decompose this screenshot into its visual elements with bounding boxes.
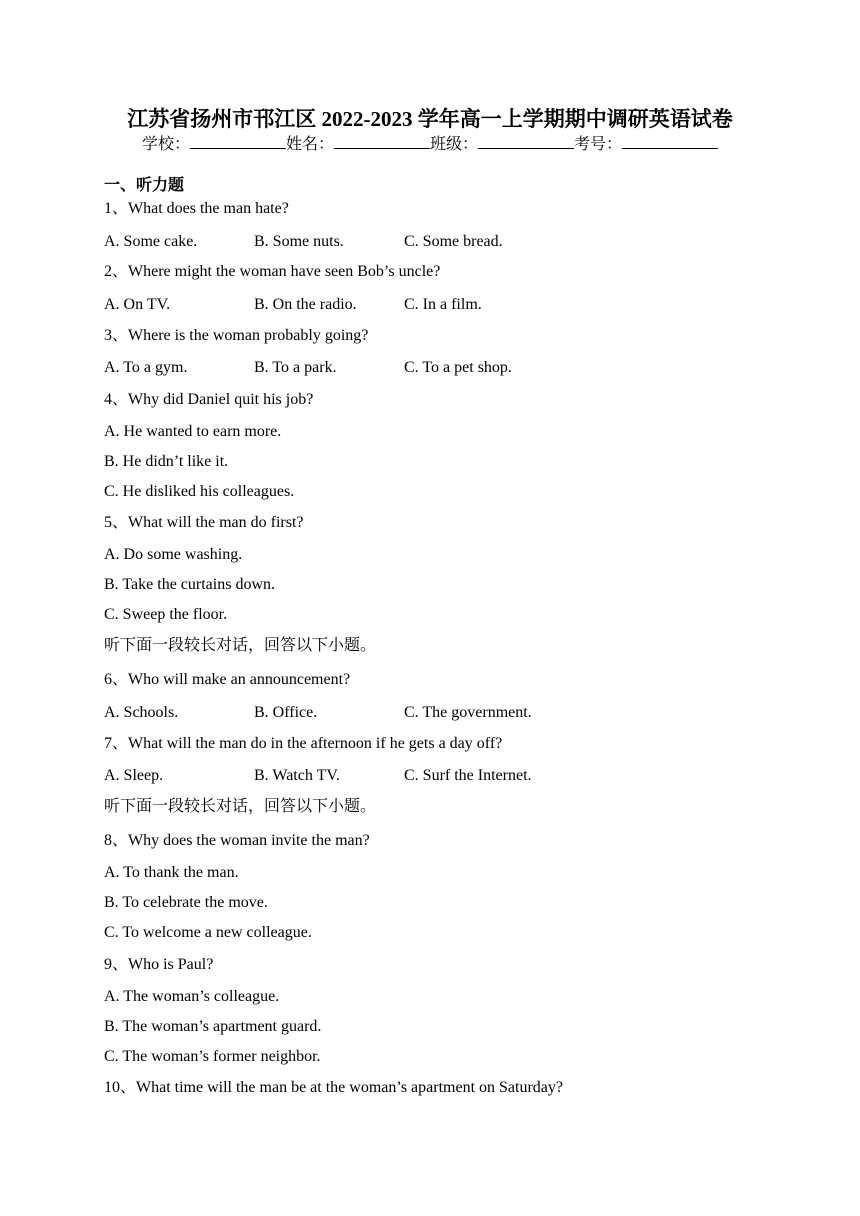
option-b: B. Take the curtains down.	[104, 576, 275, 593]
option-a: A. The woman’s colleague.	[104, 988, 280, 1005]
option-a: A. He wanted to earn more.	[104, 423, 282, 440]
exam-number-label: 考号：	[574, 136, 623, 153]
question-stem: 9、Who is Paul?	[104, 956, 214, 973]
option-c: C. Sweep the floor.	[104, 606, 228, 623]
option-b: B. The woman’s apartment guard.	[104, 1018, 322, 1035]
option-a: A. On TV.	[104, 296, 171, 313]
question-stem: 1、What does the man hate?	[104, 200, 289, 217]
option-c: C. The government.	[404, 704, 532, 721]
option-b: B. To celebrate the move.	[104, 894, 268, 911]
option-a: A. Sleep.	[104, 767, 164, 784]
option-a: A. Schools.	[104, 704, 179, 721]
instruction-text: 听下面一段较长对话，回答以下小题。	[104, 798, 377, 815]
option-a: A. To thank the man.	[104, 864, 239, 881]
exam-title: 江苏省扬州市邗江区 2022-2023 学年高一上学期期中调研英语试卷	[127, 107, 733, 131]
option-c: C. In a film.	[404, 296, 482, 313]
option-c: C. He disliked his colleagues.	[104, 483, 295, 500]
option-b: B. He didn’t like it.	[104, 453, 229, 470]
option-c: C. To welcome a new colleague.	[104, 924, 312, 941]
option-c: C. Surf the Internet.	[404, 767, 532, 784]
option-b: B. Some nuts.	[254, 233, 344, 250]
question-stem: 2、Where might the woman have seen Bob’s uncle?	[104, 263, 441, 280]
option-b: B. Watch TV.	[254, 767, 340, 784]
option-a: A. Do some washing.	[104, 546, 243, 563]
name-blank[interactable]	[334, 133, 430, 149]
name-label: 姓名：	[285, 136, 334, 153]
student-info-line	[0, 133, 860, 156]
class-label: 班级：	[430, 136, 479, 153]
option-b: B. Office.	[254, 704, 318, 721]
question-stem: 6、Who will make an announcement?	[104, 671, 351, 688]
question-stem: 5、What will the man do first?	[104, 514, 304, 531]
question-stem: 7、What will the man do in the afternoon if he gets a day off?	[104, 735, 503, 752]
option-b: B. On the radio.	[254, 296, 357, 313]
class-blank[interactable]	[478, 133, 574, 149]
school-blank[interactable]	[190, 133, 286, 149]
question-stem: 8、Why does the woman invite the man?	[104, 832, 370, 849]
option-c: C. The woman’s former neighbor.	[104, 1048, 321, 1065]
instruction-text: 听下面一段较长对话，回答以下小题。	[104, 637, 377, 654]
school-label: 学校：	[141, 136, 190, 153]
option-a: A. Some cake.	[104, 233, 198, 250]
option-c: C. Some bread.	[404, 233, 503, 250]
question-stem: 4、Why did Daniel quit his job?	[104, 391, 314, 408]
option-b: B. To a park.	[254, 359, 337, 376]
section-heading: 一、听力题	[104, 177, 185, 194]
question-stem: 3、Where is the woman probably going?	[104, 327, 369, 344]
option-c: C. To a pet shop.	[404, 359, 512, 376]
option-a: A. To a gym.	[104, 359, 188, 376]
exam-number-blank[interactable]	[622, 133, 718, 149]
question-stem: 10、What time will the man be at the woman’s apartment on Saturday?	[104, 1079, 563, 1096]
